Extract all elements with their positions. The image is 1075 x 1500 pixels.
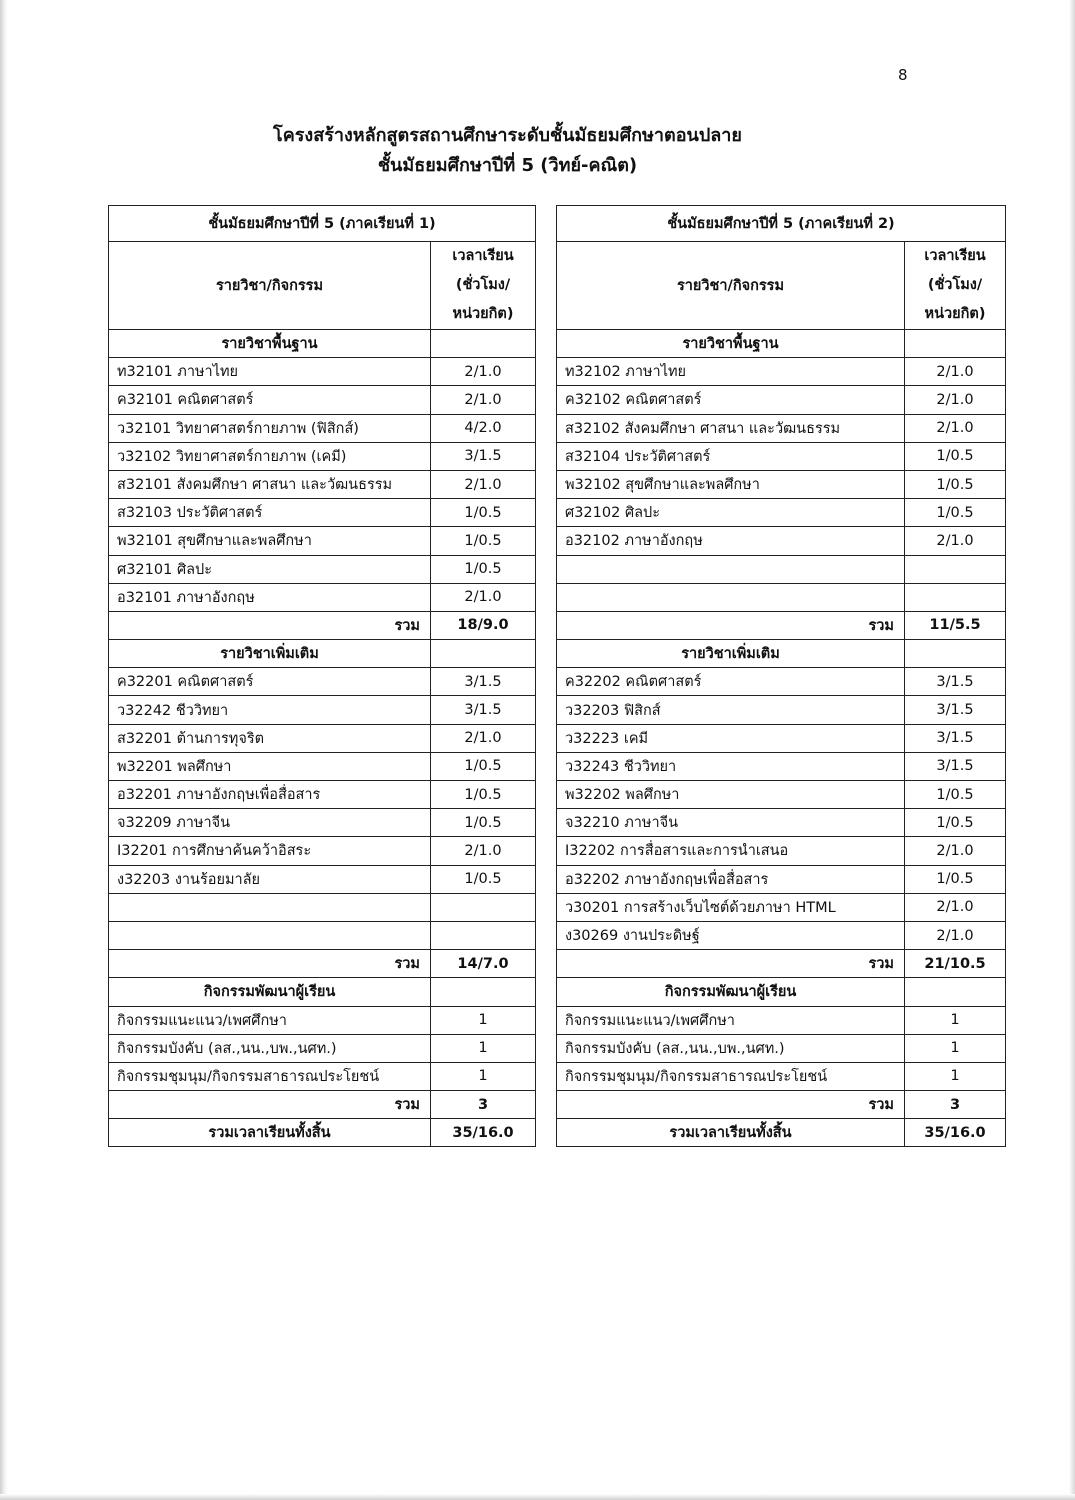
basic-subjects-row — [109, 555, 536, 583]
subject-name: พ32102 สุขศึกษาและพลศึกษา — [557, 470, 905, 498]
subject-name: ส32101 สังคมศึกษา ศาสนา และวัฒนธรรม — [109, 470, 431, 498]
grand-total-row — [109, 1119, 536, 1147]
subject-name: ค32202 คณิตศาสตร์ — [557, 668, 905, 696]
subject-hours: 1/0.5 — [905, 470, 1006, 498]
basic-subjects-row — [557, 527, 1006, 555]
subject-name — [109, 921, 431, 949]
basic-subjects-row — [109, 442, 536, 470]
student-activities-row — [109, 1034, 536, 1062]
empty-cell — [905, 978, 1006, 1006]
subject-hours: 1/0.5 — [905, 781, 1006, 809]
term-heading: ชั้นมัธยมศึกษาปีที่ 5 (ภาคเรียนที่ 1) — [109, 206, 536, 242]
subject-name: กิจกรรมบังคับ (ลส.,นน.,บพ.,นศท.) — [109, 1034, 431, 1062]
subtotal-value: 21/10.5 — [905, 950, 1006, 978]
additional-subjects-row — [557, 837, 1006, 865]
subject-hours: 1/0.5 — [431, 781, 536, 809]
student-activities-total-row — [557, 1091, 1006, 1119]
subject-hours: 1/0.5 — [905, 499, 1006, 527]
time-column-header — [431, 242, 536, 330]
basic-subjects-row — [557, 470, 1006, 498]
additional-subjects-row — [557, 921, 1006, 949]
subject-name: ส32102 สังคมศึกษา ศาสนา และวัฒนธรรม — [557, 414, 905, 442]
subtotal-label: รวม — [557, 611, 905, 639]
subject-name: ศ32101 ศิลปะ — [109, 555, 431, 583]
subject-name: ว32242 ชีววิทยา — [109, 696, 431, 724]
basic-subjects-heading: รายวิชาพื้นฐาน — [557, 330, 905, 358]
additional-subjects-heading: รายวิชาเพิ่มเติม — [109, 640, 431, 668]
subject-hours: 3/1.5 — [431, 696, 536, 724]
subject-hours: 3/1.5 — [905, 668, 1006, 696]
student-activities-row — [557, 1062, 1006, 1090]
subject-hours: 1 — [431, 1006, 536, 1034]
basic-subjects-total-row — [109, 611, 536, 639]
subject-name: จ32209 ภาษาจีน — [109, 809, 431, 837]
subject-name: อ32102 ภาษาอังกฤษ — [557, 527, 905, 555]
page-edge-shadow — [0, 1494, 1075, 1500]
subject-name: ว32203 ฟิสิกส์ — [557, 696, 905, 724]
column-header-row — [109, 242, 536, 330]
subject-hours: 1/0.5 — [905, 865, 1006, 893]
additional-subjects-row — [109, 668, 536, 696]
empty-cell — [905, 640, 1006, 668]
additional-subjects-row — [557, 696, 1006, 724]
basic-subjects-row — [557, 499, 1006, 527]
additional-subjects-row — [109, 752, 536, 780]
student-activities-row — [557, 1034, 1006, 1062]
additional-subjects-row — [109, 809, 536, 837]
basic-subjects-row — [557, 442, 1006, 470]
subtotal-value: 3 — [905, 1091, 1006, 1119]
subject-hours: 1 — [905, 1062, 1006, 1090]
additional-subjects-row — [109, 893, 536, 921]
term-heading-row — [109, 206, 536, 242]
subtotal-label: รวม — [109, 1091, 431, 1119]
subtotal-label: รวม — [109, 611, 431, 639]
term1-table — [108, 205, 536, 1147]
student-activities-row — [109, 1006, 536, 1034]
subject-hours: 1/0.5 — [905, 442, 1006, 470]
subject-name: จ32210 ภาษาจีน — [557, 809, 905, 837]
student-activities-heading-row — [109, 978, 536, 1006]
additional-subjects-row — [109, 696, 536, 724]
subject-hours: 3/1.5 — [431, 668, 536, 696]
subject-name: ค32201 คณิตศาสตร์ — [109, 668, 431, 696]
grand-total-row — [557, 1119, 1006, 1147]
basic-subjects-row — [109, 583, 536, 611]
time-header-line: (ชั่วโมง/ — [455, 277, 511, 293]
additional-subjects-row — [557, 809, 1006, 837]
subject-name: กิจกรรมบังคับ (ลส.,นน.,บพ.,นศท.) — [557, 1034, 905, 1062]
subject-name: กิจกรรมชุมนุม/กิจกรรมสาธารณประโยชน์ — [109, 1062, 431, 1090]
additional-subjects-row — [557, 865, 1006, 893]
empty-cell — [431, 330, 536, 358]
subject-hours: 2/1.0 — [431, 724, 536, 752]
subject-name: ว30201 การสร้างเว็บไซต์ด้วยภาษา HTML — [557, 893, 905, 921]
subject-name: พ32201 พลศึกษา — [109, 752, 431, 780]
empty-cell — [431, 640, 536, 668]
subject-hours: 1/0.5 — [431, 555, 536, 583]
subtotal-value: 11/5.5 — [905, 611, 1006, 639]
subject-hours — [905, 583, 1006, 611]
empty-cell — [431, 978, 536, 1006]
subject-name: ท32102 ภาษาไทย — [557, 358, 905, 386]
basic-subjects-row — [557, 358, 1006, 386]
subject-name: ง32203 งานร้อยมาลัย — [109, 865, 431, 893]
subtotal-value: 3 — [431, 1091, 536, 1119]
additional-subjects-heading-row — [109, 640, 536, 668]
subject-hours: 1 — [905, 1034, 1006, 1062]
subject-name: กิจกรรมชุมนุม/กิจกรรมสาธารณประโยชน์ — [557, 1062, 905, 1090]
time-header-line: หน่วยกิต) — [452, 306, 514, 322]
basic-subjects-total-row — [557, 611, 1006, 639]
page-edge-shadow — [0, 0, 8, 1500]
subject-name — [557, 583, 905, 611]
student-activities-heading: กิจกรรมพัฒนาผู้เรียน — [109, 978, 431, 1006]
subject-hours: 2/1.0 — [431, 386, 536, 414]
basic-subjects-row — [109, 527, 536, 555]
additional-subjects-total-row — [109, 950, 536, 978]
time-header-line: (ชั่วโมง/ — [927, 277, 983, 293]
additional-subjects-row — [557, 724, 1006, 752]
additional-subjects-row — [109, 921, 536, 949]
student-activities-row — [109, 1062, 536, 1090]
subtotal-label: รวม — [557, 1091, 905, 1119]
time-header-line: เวลาเรียน — [924, 248, 986, 264]
subject-hours: 3/1.5 — [905, 752, 1006, 780]
subject-name: ว32243 ชีววิทยา — [557, 752, 905, 780]
additional-subjects-row — [557, 893, 1006, 921]
empty-cell — [905, 330, 1006, 358]
subject-hours: 2/1.0 — [431, 470, 536, 498]
subject-name — [557, 555, 905, 583]
page-number: 8 — [898, 66, 908, 84]
subject-hours — [431, 921, 536, 949]
basic-subjects-row — [109, 414, 536, 442]
subject-column-header: รายวิชา/กิจกรรม — [557, 242, 905, 330]
additional-subjects-heading-row — [557, 640, 1006, 668]
additional-subjects-row — [557, 781, 1006, 809]
grand-total-label: รวมเวลาเรียนทั้งสิ้น — [557, 1119, 905, 1147]
subject-name: ส32201 ต้านการทุจริต — [109, 724, 431, 752]
subject-hours: 3/1.5 — [905, 696, 1006, 724]
subject-hours: 2/1.0 — [905, 358, 1006, 386]
basic-subjects-row — [109, 470, 536, 498]
subject-name: อ32201 ภาษาอังกฤษเพื่อสื่อสาร — [109, 781, 431, 809]
basic-subjects-row — [109, 386, 536, 414]
document-subtitle: ชั้นมัธยมศึกษาปีที่ 5 (วิทย์-คณิต) — [377, 155, 638, 176]
subject-name: อ32202 ภาษาอังกฤษเพื่อสื่อสาร — [557, 865, 905, 893]
term-heading: ชั้นมัธยมศึกษาปีที่ 5 (ภาคเรียนที่ 2) — [557, 206, 1006, 242]
subject-hours: 3/1.5 — [431, 442, 536, 470]
subject-hours — [905, 555, 1006, 583]
additional-subjects-row — [557, 668, 1006, 696]
student-activities-heading: กิจกรรมพัฒนาผู้เรียน — [557, 978, 905, 1006]
subject-name: ส32104 ประวัติศาสตร์ — [557, 442, 905, 470]
additional-subjects-row — [109, 837, 536, 865]
subject-name: ศ32102 ศิลปะ — [557, 499, 905, 527]
subject-hours: 2/1.0 — [431, 837, 536, 865]
subject-hours: 1/0.5 — [431, 809, 536, 837]
subject-column-header: รายวิชา/กิจกรรม — [109, 242, 431, 330]
subject-name: กิจกรรมแนะแนว/เพศศึกษา — [109, 1006, 431, 1034]
subject-name: พ32101 สุขศึกษาและพลศึกษา — [109, 527, 431, 555]
subject-hours: 1/0.5 — [905, 809, 1006, 837]
subject-hours: 2/1.0 — [905, 386, 1006, 414]
subtotal-value: 14/7.0 — [431, 950, 536, 978]
subject-hours: 2/1.0 — [905, 414, 1006, 442]
additional-subjects-row — [109, 781, 536, 809]
subject-name: ง30269 งานประดิษฐ์ — [557, 921, 905, 949]
basic-subjects-row — [109, 499, 536, 527]
subtotal-value: 18/9.0 — [431, 611, 536, 639]
subject-hours: 3/1.5 — [905, 724, 1006, 752]
subject-name: I32201 การศึกษาค้นคว้าอิสระ — [109, 837, 431, 865]
subject-name: ค32102 คณิตศาสตร์ — [557, 386, 905, 414]
subject-hours: 2/1.0 — [431, 583, 536, 611]
subject-name: พ32202 พลศึกษา — [557, 781, 905, 809]
subject-name: ว32102 วิทยาศาสตร์กายภาพ (เคมี) — [109, 442, 431, 470]
time-column-header — [905, 242, 1006, 330]
student-activities-total-row — [109, 1091, 536, 1119]
grand-total-value: 35/16.0 — [431, 1119, 536, 1147]
subject-hours: 1 — [431, 1062, 536, 1090]
basic-subjects-row — [109, 358, 536, 386]
subject-name: ว32101 วิทยาศาสตร์กายภาพ (ฟิสิกส์) — [109, 414, 431, 442]
subject-name: ส32103 ประวัติศาสตร์ — [109, 499, 431, 527]
subject-name: ว32223 เคมี — [557, 724, 905, 752]
subject-name: ท32101 ภาษาไทย — [109, 358, 431, 386]
subject-hours: 2/1.0 — [431, 358, 536, 386]
subject-hours: 2/1.0 — [905, 921, 1006, 949]
subject-name: กิจกรรมแนะแนว/เพศศึกษา — [557, 1006, 905, 1034]
student-activities-heading-row — [557, 978, 1006, 1006]
subject-hours — [431, 893, 536, 921]
term-heading-row — [557, 206, 1006, 242]
subject-hours: 1/0.5 — [431, 865, 536, 893]
column-header-row — [557, 242, 1006, 330]
subject-name: I32202 การสื่อสารและการนำเสนอ — [557, 837, 905, 865]
subject-hours: 2/1.0 — [905, 893, 1006, 921]
time-header-line: หน่วยกิต) — [924, 306, 986, 322]
basic-subjects-row — [557, 555, 1006, 583]
document-title: โครงสร้างหลักสูตรสถานศึกษาระดับชั้นมัธยมศึกษาตอนปลาย — [273, 125, 742, 146]
additional-subjects-total-row — [557, 950, 1006, 978]
subject-hours: 1/0.5 — [431, 499, 536, 527]
additional-subjects-row — [557, 752, 1006, 780]
basic-subjects-row — [557, 414, 1006, 442]
time-header-line: เวลาเรียน — [452, 248, 514, 264]
additional-subjects-row — [109, 865, 536, 893]
subject-hours: 1/0.5 — [431, 527, 536, 555]
grand-total-value: 35/16.0 — [905, 1119, 1006, 1147]
subtotal-label: รวม — [557, 950, 905, 978]
subject-hours: 4/2.0 — [431, 414, 536, 442]
student-activities-row — [557, 1006, 1006, 1034]
subject-hours: 1/0.5 — [431, 752, 536, 780]
basic-subjects-heading: รายวิชาพื้นฐาน — [109, 330, 431, 358]
basic-subjects-heading-row — [109, 330, 536, 358]
grand-total-label: รวมเวลาเรียนทั้งสิ้น — [109, 1119, 431, 1147]
subject-hours: 1 — [905, 1006, 1006, 1034]
subject-name: อ32101 ภาษาอังกฤษ — [109, 583, 431, 611]
subject-name: ค32101 คณิตศาสตร์ — [109, 386, 431, 414]
page-edge-shadow — [1069, 0, 1075, 1500]
subject-hours: 2/1.0 — [905, 527, 1006, 555]
additional-subjects-row — [109, 724, 536, 752]
term2-table — [556, 205, 1006, 1147]
basic-subjects-row — [557, 583, 1006, 611]
subject-name — [109, 893, 431, 921]
subtotal-label: รวม — [109, 950, 431, 978]
subject-hours: 1 — [431, 1034, 536, 1062]
basic-subjects-row — [557, 386, 1006, 414]
additional-subjects-heading: รายวิชาเพิ่มเติม — [557, 640, 905, 668]
subject-hours: 2/1.0 — [905, 837, 1006, 865]
basic-subjects-heading-row — [557, 330, 1006, 358]
